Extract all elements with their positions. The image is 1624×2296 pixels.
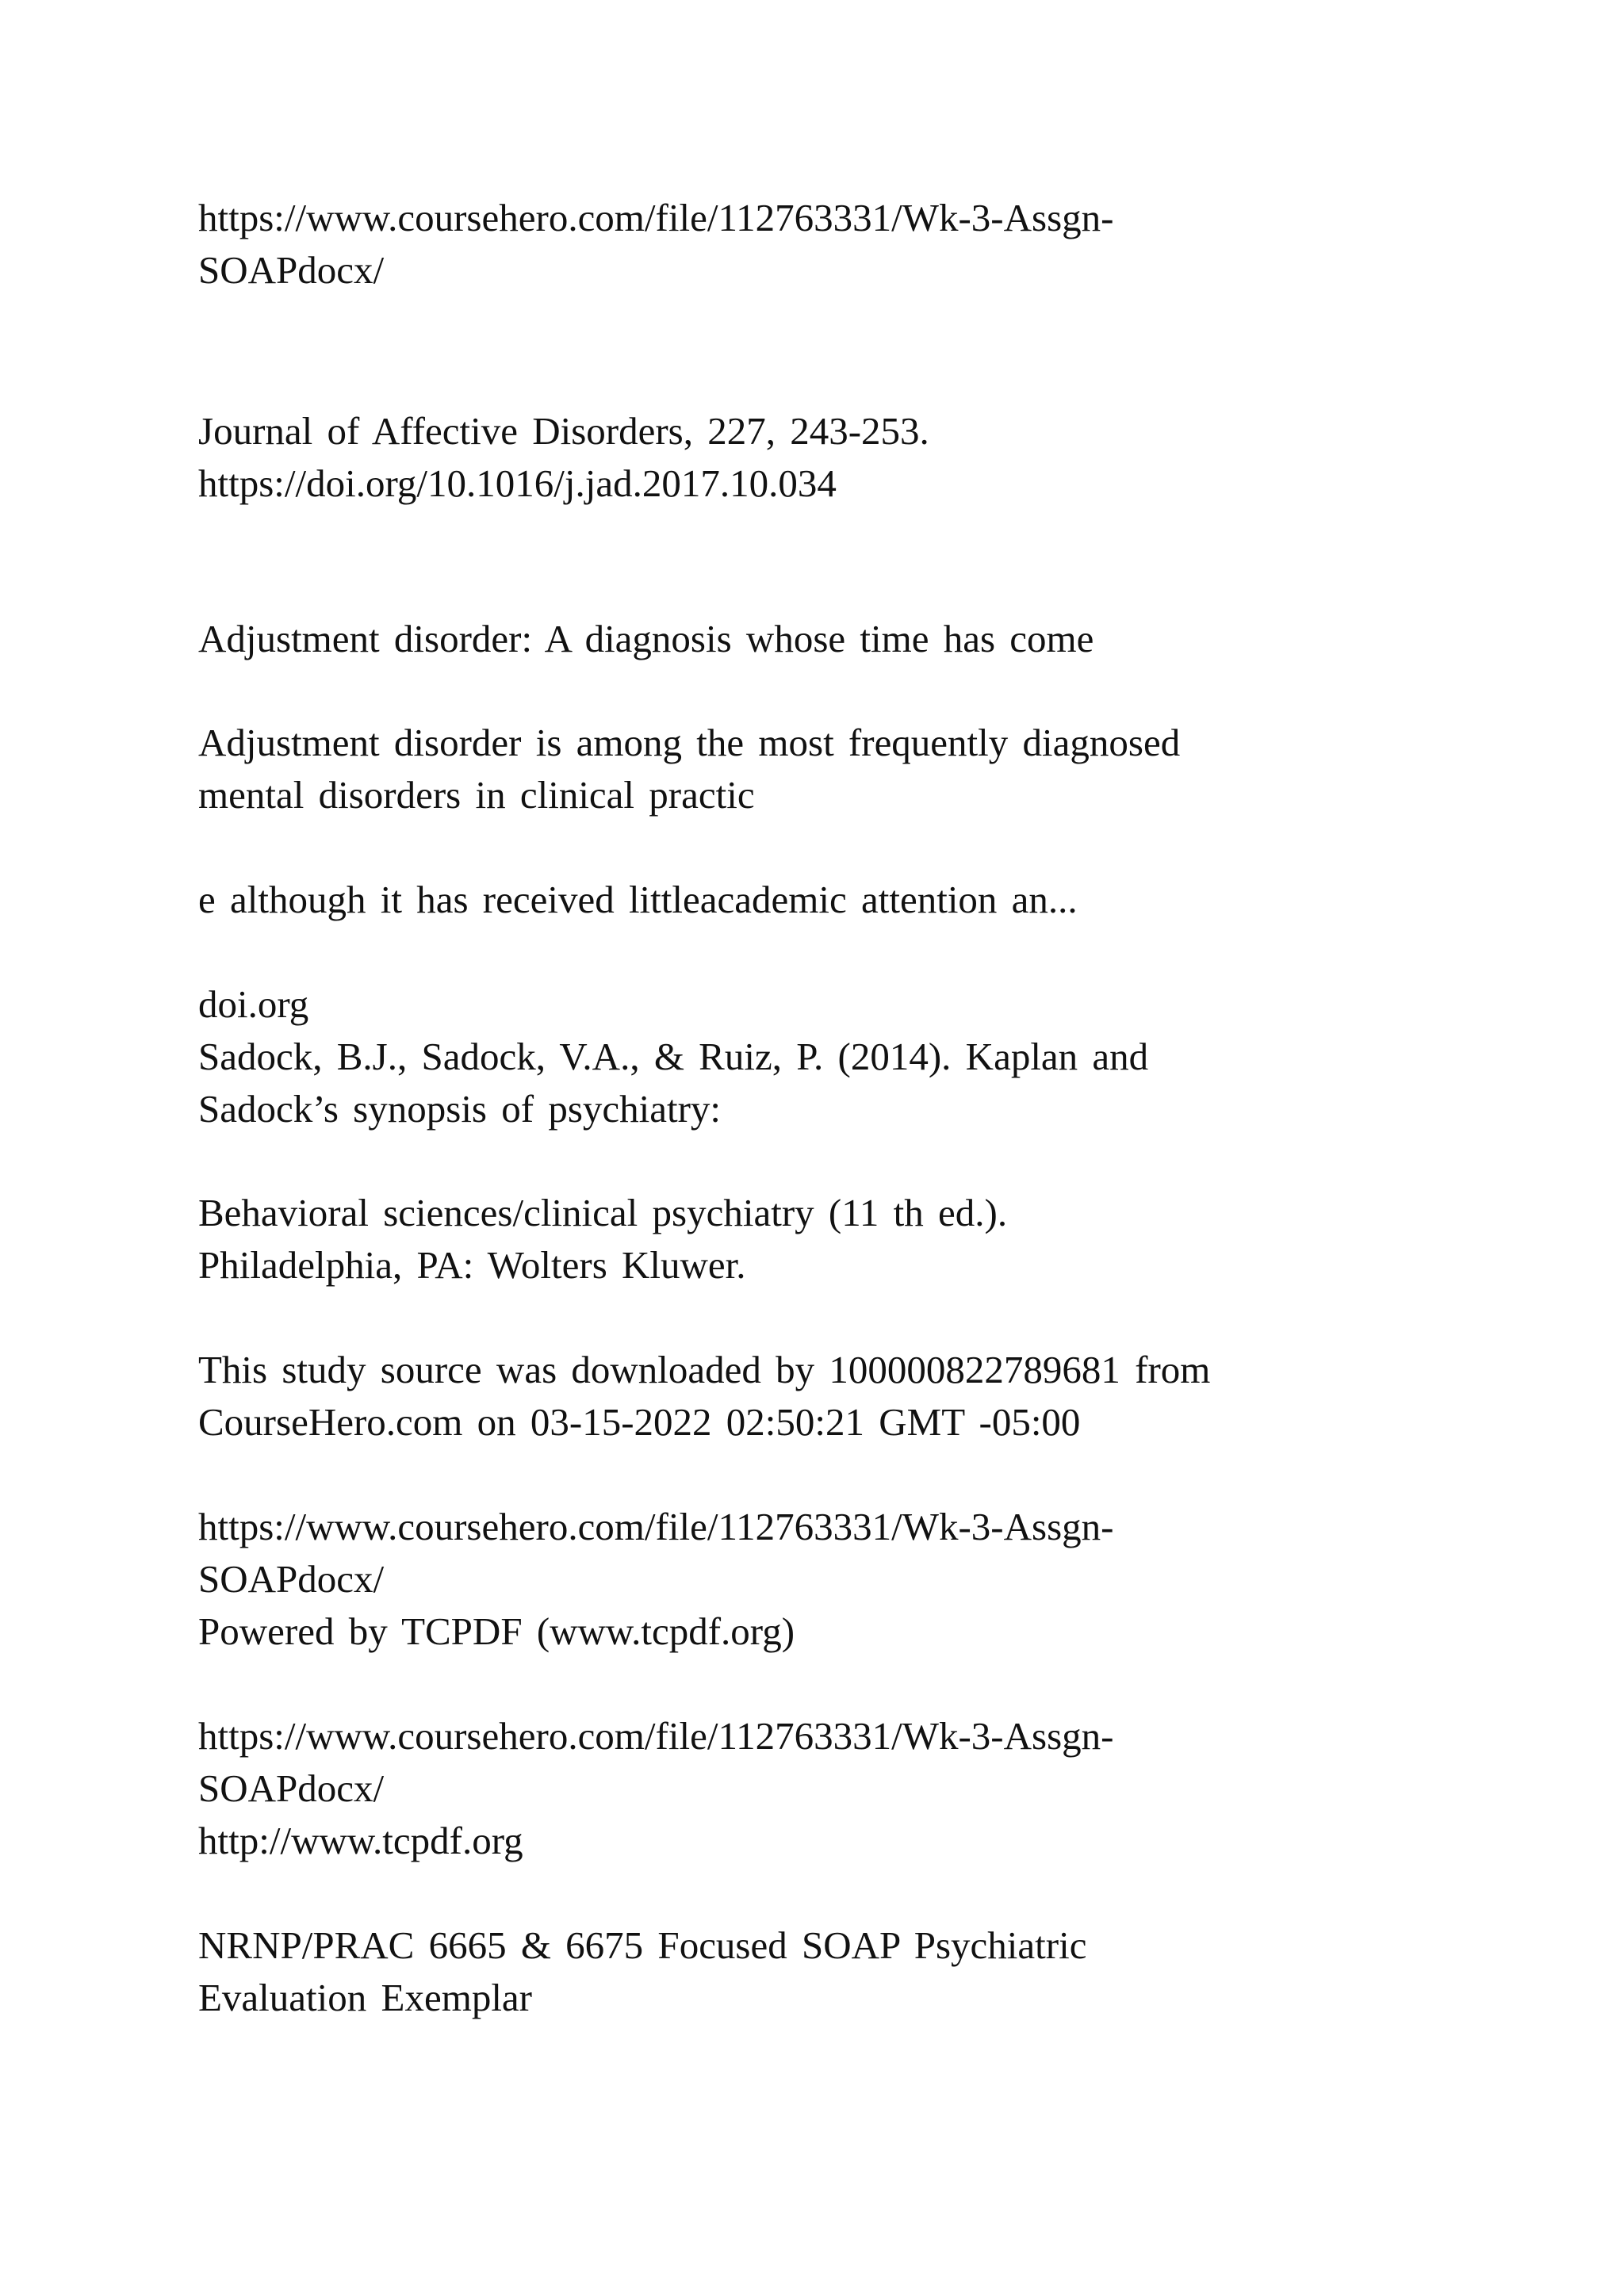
coursehero-url-line-1: https://www.coursehero.com/file/112763331/Wk-3-Assgn- [198,196,1114,239]
coursehero-url-line-2: SOAPdocx/ [198,248,385,292]
journal-citation-line: Journal of Affective Disorders, 227, 243-253. [198,409,929,453]
reference-line-3: Behavioral sciences/clinical psychiatry (11 th ed.). [198,1191,1008,1234]
reference-line-2: Sadock’s synopsis of psychiatry: [198,1087,722,1131]
exemplar-title-line-1: NRNP/PRAC 6665 & 6675 Focused SOAP Psychiatric [198,1923,1087,1967]
doi-url-line: https://doi.org/10.1016/j.jad.2017.10.034 [198,461,837,505]
exemplar-title-line-2: Evaluation Exemplar [198,1976,532,2019]
tcpdf-credit-line: Powered by TCPDF (www.tcpdf.org) [198,1609,795,1653]
coursehero-url-line-4: SOAPdocx/ [198,1557,385,1601]
article-snippet-line-3: e although it has received littleacademic attention an... [198,878,1078,921]
article-title-line: Adjustment disorder: A diagnosis whose time has come [198,617,1094,660]
source-domain-line: doi.org [198,982,309,1026]
article-snippet-line-2: mental disorders in clinical practic [198,773,755,817]
reference-line-1: Sadock, B.J., Sadock, V.A., & Ruiz, P. (2014). Kaplan and [198,1035,1149,1078]
tcpdf-url-line: http://www.tcpdf.org [198,1819,523,1862]
coursehero-url-line-6: SOAPdocx/ [198,1766,385,1810]
download-notice-line-2: CourseHero.com on 03-15-2022 02:50:21 GMT -05:00 [198,1400,1081,1444]
coursehero-url-line-5: https://www.coursehero.com/file/112763331/Wk-3-Assgn- [198,1714,1114,1758]
article-snippet-line-1: Adjustment disorder is among the most frequently diagnosed [198,721,1181,764]
coursehero-url-line-3: https://www.coursehero.com/file/112763331/Wk-3-Assgn- [198,1505,1114,1548]
download-notice-line-1: This study source was downloaded by 100000822789681 from [198,1348,1211,1391]
reference-line-4: Philadelphia, PA: Wolters Kluwer. [198,1243,746,1287]
